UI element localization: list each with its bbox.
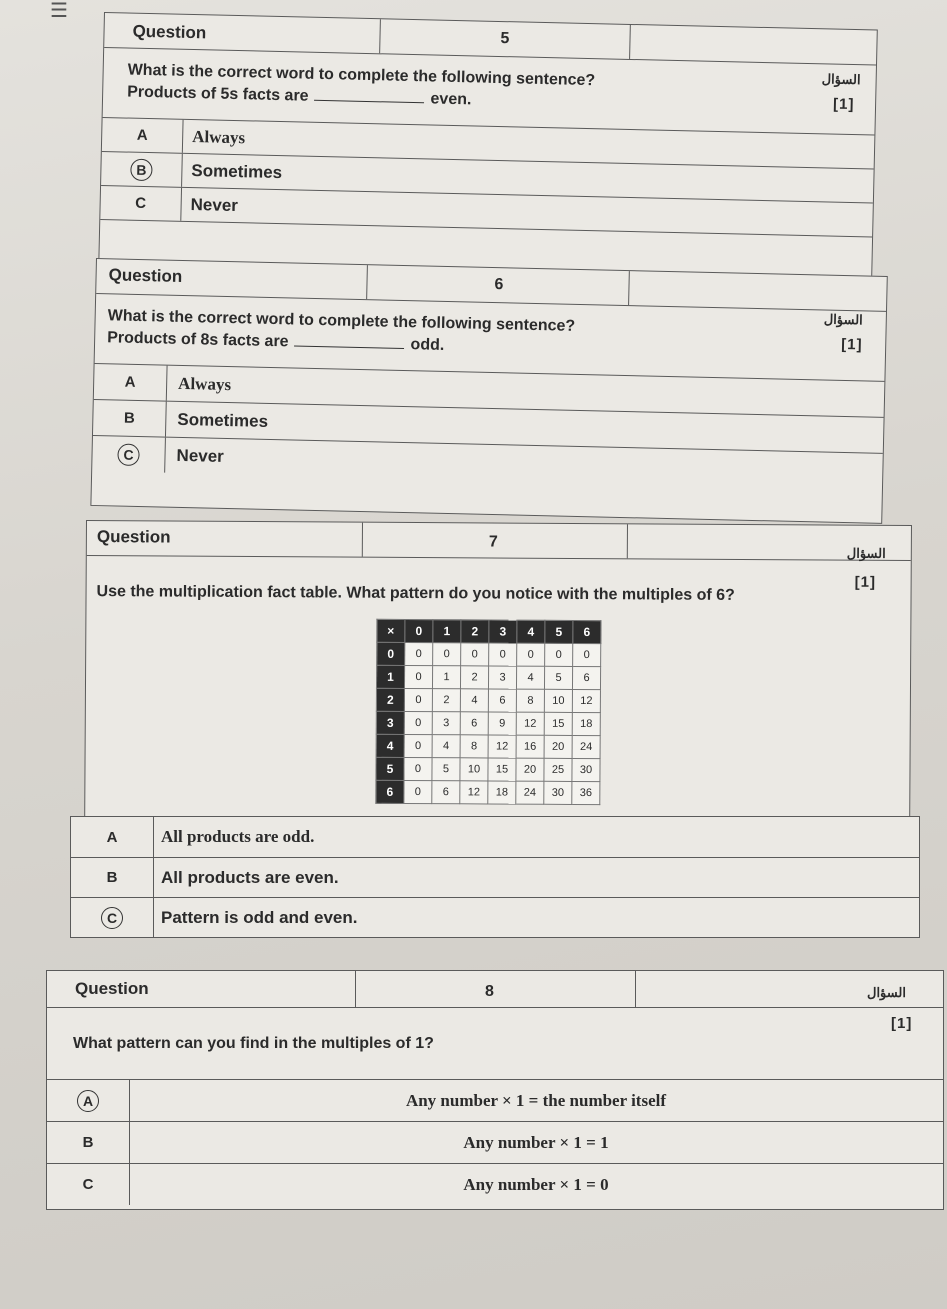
- question-7-marks: [1]: [854, 573, 877, 591]
- table-cell: 5: [544, 666, 572, 689]
- question-7-options: [70, 816, 920, 938]
- table-cell: 1: [432, 666, 460, 689]
- option-letter: A: [102, 118, 184, 153]
- row-header: 2: [376, 688, 404, 711]
- table-cell: 30: [544, 781, 572, 804]
- table-cell: 15: [488, 758, 516, 781]
- question-8-label: Question: [75, 979, 149, 998]
- table-cell: 10: [460, 758, 488, 781]
- table-cell: 0: [489, 643, 517, 666]
- option-letter-circled: C: [92, 436, 166, 473]
- option-text: Any number × 1 = 0: [463, 1174, 609, 1194]
- question-8-header: [47, 971, 943, 1008]
- table-cell: 0: [404, 734, 432, 757]
- row-header: 6: [376, 780, 404, 803]
- option-text: Never: [190, 194, 239, 215]
- option-letter-circled: C: [71, 898, 154, 937]
- option-text: Sometimes: [191, 160, 283, 182]
- option-text: All products are even.: [161, 867, 339, 887]
- table-cell: 8: [460, 735, 488, 758]
- table-cell: 0: [404, 688, 432, 711]
- table-cell: 6: [432, 781, 460, 804]
- table-cell: 18: [572, 712, 600, 735]
- table-cell: 4: [460, 689, 488, 712]
- table-cell: 12: [516, 712, 544, 735]
- table-cell: 9: [488, 712, 516, 735]
- question-8-arabic-label: السؤال: [867, 985, 906, 1000]
- question-7-label: Question: [96, 527, 171, 547]
- menu-icon: ☰: [50, 0, 68, 22]
- table-row: [377, 642, 601, 666]
- option-text: Pattern is odd and even.: [161, 907, 358, 927]
- row-header: 0: [377, 642, 405, 665]
- table-cell: 20: [544, 735, 572, 758]
- column-header: 6: [573, 620, 601, 643]
- option-letter-circled: A: [47, 1080, 130, 1121]
- option-letter: C: [100, 186, 182, 221]
- table-header-row: [377, 619, 601, 643]
- table-cell: 0: [517, 643, 545, 666]
- row-header: 4: [376, 734, 404, 757]
- option-letter: A: [71, 817, 154, 857]
- table-cell: 0: [404, 665, 432, 688]
- table-cell: 0: [461, 643, 489, 666]
- table-row: [376, 757, 600, 781]
- table-cell: 30: [572, 758, 600, 781]
- answer-blank: [314, 88, 424, 103]
- question-8-prompt: What pattern can you find in the multiples of 1?: [73, 1035, 434, 1052]
- option-letter: B: [47, 1122, 130, 1163]
- multiplication-table: [375, 619, 601, 805]
- table-cell: 0: [433, 643, 461, 666]
- table-cell: 5: [432, 758, 460, 781]
- answer-blank: [294, 334, 404, 349]
- question-6-card: [90, 258, 887, 524]
- question-5-label: Question: [132, 21, 207, 43]
- sentence-end: odd.: [410, 336, 445, 354]
- table-cell: 12: [460, 781, 488, 804]
- table-cell: 0: [545, 643, 573, 666]
- question-7-card: [84, 520, 912, 825]
- table-row: [376, 665, 600, 689]
- table-cell: 15: [544, 712, 572, 735]
- table-row: [376, 688, 600, 712]
- question-5-sentence: [127, 84, 472, 110]
- option-letter: C: [47, 1164, 130, 1205]
- question-5-number: 5: [500, 30, 510, 48]
- table-cell: 0: [405, 642, 433, 665]
- column-header: 0: [405, 619, 433, 642]
- row-header: 5: [376, 757, 404, 780]
- table-cell: 16: [516, 735, 544, 758]
- question-6-marks: [1]: [841, 335, 863, 354]
- table-cell: 6: [488, 689, 516, 712]
- table-cell: 6: [460, 712, 488, 735]
- table-cell: 2: [432, 689, 460, 712]
- question-6-sentence: [107, 329, 444, 355]
- table-cell: 18: [488, 781, 516, 804]
- table-cell: 25: [544, 758, 572, 781]
- column-header: 2: [461, 620, 489, 643]
- table-cell: 0: [404, 711, 432, 734]
- table-cell: 3: [488, 666, 516, 689]
- column-header: 3: [489, 620, 517, 643]
- option-letter-circled: B: [101, 152, 183, 187]
- option-text: Never: [176, 445, 225, 466]
- question-5-options: [103, 117, 875, 215]
- question-8-number: 8: [485, 983, 494, 1000]
- table-cell: 0: [404, 757, 432, 780]
- option-text: Always: [191, 126, 246, 147]
- column-header: 4: [517, 620, 545, 643]
- table-cell: 24: [572, 735, 600, 758]
- sentence-start: Products of 8s facts are: [107, 329, 289, 351]
- question-7-number: 7: [488, 533, 498, 551]
- question-7-header: [87, 521, 911, 561]
- question-8-card: [46, 970, 944, 1210]
- question-7-arabic-label: السؤال: [846, 545, 886, 561]
- option-a[interactable]: [71, 817, 919, 857]
- option-text: Sometimes: [177, 409, 269, 431]
- option-a[interactable]: [47, 1079, 943, 1121]
- row-header: 1: [376, 665, 404, 688]
- question-8-marks: [1]: [891, 1015, 913, 1032]
- option-letter: B: [71, 858, 154, 897]
- table-cell: 24: [516, 781, 544, 804]
- table-cell: 2: [460, 666, 488, 689]
- table-cell: 8: [516, 689, 544, 712]
- column-header: 5: [545, 620, 573, 643]
- table-cell: 12: [488, 735, 516, 758]
- table-corner: ×: [377, 619, 405, 642]
- question-5-arabic-label: السؤال: [821, 71, 861, 88]
- question-6-number: 6: [494, 276, 504, 294]
- question-5-prompt: What is the correct word to complete the following sentence?: [127, 61, 596, 90]
- table-cell: 4: [432, 735, 460, 758]
- table-cell: 20: [516, 758, 544, 781]
- table-row: [376, 711, 600, 735]
- sentence-start: Products of 5s facts are: [126, 83, 309, 105]
- question-6-options: [95, 363, 885, 466]
- table-cell: 3: [432, 712, 460, 735]
- option-b[interactable]: [47, 1121, 943, 1163]
- row-header: 3: [376, 711, 404, 734]
- option-c[interactable]: [71, 897, 919, 937]
- table-cell: 10: [544, 689, 572, 712]
- option-c[interactable]: [47, 1163, 943, 1205]
- table-cell: 4: [516, 666, 544, 689]
- option-letter: B: [93, 400, 167, 437]
- table-cell: 12: [572, 689, 600, 712]
- table-cell: 0: [404, 780, 432, 803]
- sentence-end: even.: [430, 90, 472, 109]
- table-cell: 6: [572, 666, 600, 689]
- question-7-prompt: Use the multiplication fact table. What pattern do you notice with the multiples of 6?: [96, 583, 735, 604]
- table-row: [376, 734, 600, 758]
- column-header: 1: [433, 620, 461, 643]
- table-cell: 0: [573, 643, 601, 666]
- option-text: Any number × 1 = 1: [463, 1132, 609, 1152]
- table-cell: 36: [572, 781, 600, 804]
- question-5-marks: [1]: [832, 95, 855, 114]
- table-row: [376, 780, 600, 804]
- question-6-arabic-label: السؤال: [823, 311, 863, 328]
- option-letter: A: [94, 364, 168, 401]
- option-text: Any number × 1 = the number itself: [405, 1090, 667, 1110]
- question-6-prompt: What is the correct word to complete the following sentence?: [107, 307, 576, 335]
- option-b[interactable]: [71, 857, 919, 897]
- question-5-card: [98, 12, 878, 281]
- option-text: All products are odd.: [161, 827, 315, 846]
- option-text: Always: [177, 373, 232, 394]
- question-6-label: Question: [108, 265, 183, 286]
